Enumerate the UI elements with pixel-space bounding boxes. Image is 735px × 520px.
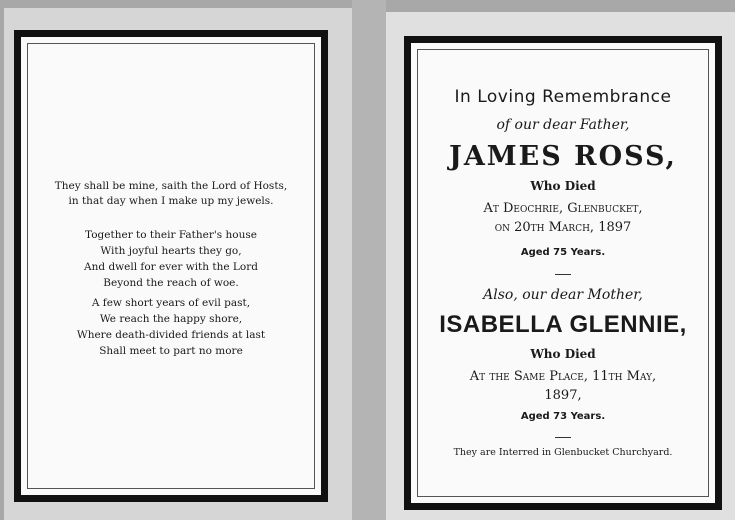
name-father: JAMES ROSS,: [449, 141, 677, 172]
verse-line: Beyond the reach of woe.: [103, 277, 239, 289]
age-mother: Aged 73 Years.: [520, 411, 606, 422]
death-line: At Deochrie, Glenbucket,: [483, 201, 643, 216]
relation-mother: Also, our dear Mother,: [483, 287, 643, 303]
page-gutter: [352, 0, 386, 520]
verse-line: Together to their Father's house: [85, 229, 257, 241]
verse-line: With joyful hearts they go,: [100, 245, 242, 257]
verse-stanza: [21, 295, 321, 359]
death-line: 1897,: [544, 388, 582, 403]
scripture-line: They shall be mine, saith the Lord of Hosts,: [54, 180, 288, 192]
verse-stanza: [21, 227, 321, 291]
death-line: on 20th March, 1897: [494, 220, 632, 235]
who-died-label: Who Died: [530, 347, 596, 361]
remembrance-heading: In Loving Remembrance: [454, 87, 672, 107]
verse-line: Where death-divided friends at last: [76, 329, 266, 341]
divider: [555, 437, 571, 438]
verse-line: A few short years of evil past,: [91, 297, 251, 309]
verse-line: And dwell for ever with the Lord: [84, 261, 258, 273]
divider: [555, 274, 571, 275]
death-line: At the Same Place, 11th May,: [469, 369, 657, 384]
relation-father: of our dear Father,: [496, 117, 630, 133]
name-mother: ISABELLA GLENNIE,: [439, 311, 687, 338]
verse-line: We reach the happy shore,: [99, 313, 243, 325]
verse-line: Shall meet to part no more: [99, 345, 243, 357]
burial-note: They are Interred in Glenbucket Churchyard.: [453, 447, 673, 458]
age-father: Aged 75 Years.: [520, 247, 606, 258]
left-memorial-card: [14, 30, 328, 502]
right-memorial-card: [404, 36, 722, 510]
scripture-quote: [21, 179, 321, 209]
who-died-label: Who Died: [530, 179, 596, 193]
death-place-date: [411, 367, 715, 405]
death-place-date: [411, 199, 715, 237]
scripture-line: in that day when I make up my jewels.: [68, 195, 274, 207]
